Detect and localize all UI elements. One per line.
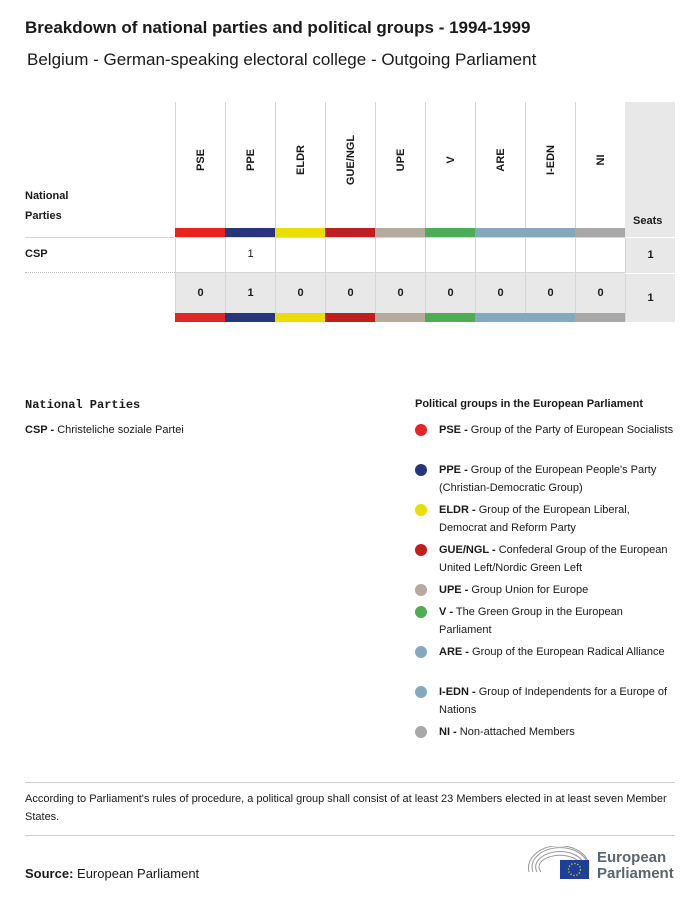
legend-item (415, 541, 675, 577)
group-dot-icon (415, 544, 427, 556)
legend-item (415, 501, 675, 537)
group-color-bar (525, 313, 575, 322)
legend-name: Group of the Party of European Socialists (470, 424, 674, 436)
national-party-item (25, 424, 184, 436)
group-color-bar (425, 228, 475, 237)
group-code: I-EDN (544, 145, 557, 175)
divider (25, 782, 675, 783)
column-header (325, 102, 375, 228)
column-header (575, 102, 625, 228)
table-cell (575, 237, 625, 272)
group-code: UPE (394, 148, 407, 172)
column-header (525, 102, 575, 228)
european-parliament-logo (527, 846, 674, 885)
divider (25, 835, 675, 836)
footnote: According to Parliament's rules of procedure, a political group shall consist of at least 23 Members elected in at least seven Member States. (25, 793, 667, 823)
total-cell: 0 (175, 273, 225, 313)
party-code: CSP - (25, 424, 55, 436)
group-dot-icon (415, 504, 427, 516)
group-dot-icon (415, 584, 427, 596)
group-color-bar (575, 313, 625, 322)
column-header (225, 102, 275, 228)
legend-code: V - (439, 606, 454, 618)
seats-header: Seats (633, 215, 663, 227)
group-color-bar (375, 228, 425, 237)
column-header (175, 102, 225, 228)
group-color-bar (275, 313, 325, 322)
total-cell: 1 (225, 273, 275, 313)
legend-name: Group of the European Liberal, Democrat and Reform Party (439, 504, 630, 534)
legend-code: I-EDN - (439, 686, 476, 698)
column-header (425, 102, 475, 228)
legend-item (415, 461, 675, 497)
legend-item (415, 723, 675, 741)
legend-name: The Green Group in the European Parliament (439, 606, 623, 636)
group-code: PSE (194, 148, 207, 172)
total-cell: 0 (325, 273, 375, 313)
legend-item (415, 683, 675, 719)
total-cell: 0 (425, 273, 475, 313)
group-code: GUE/NGL (344, 134, 357, 186)
legend-code: PSE - (439, 424, 468, 436)
legend-item (415, 421, 675, 439)
party-name: Christeliche soziale Partei (57, 424, 184, 436)
row-divider (25, 272, 175, 273)
legend-name: Confederal Group of the European United Left/Nordic Green Left (439, 544, 668, 574)
group-color-bar (325, 228, 375, 237)
group-code: ELDR (294, 145, 307, 175)
legend-item (415, 603, 675, 639)
group-code: PPE (244, 148, 257, 172)
chart-subtitle: Belgium - German-speaking electoral college - Outgoing Parliament (27, 50, 537, 69)
legend-name: Group Union for Europe (471, 584, 589, 596)
column-header (475, 102, 525, 228)
group-color-bar (225, 313, 275, 322)
group-color-bar (375, 313, 425, 322)
legend-code: NI - (439, 726, 457, 738)
row-header: National Parties (25, 190, 69, 222)
table-cell (525, 237, 575, 272)
legend-code: UPE - (439, 584, 469, 596)
group-code: ARE (494, 148, 507, 172)
legend-code: GUE/NGL - (439, 544, 496, 556)
group-code: NI (594, 154, 607, 166)
legend-name: Group of the European Radical Alliance (472, 646, 665, 658)
table-cell (275, 237, 325, 272)
total-cell: 0 (275, 273, 325, 313)
table-cell (425, 237, 475, 272)
group-dot-icon (415, 726, 427, 738)
legend-code: ARE - (439, 646, 469, 658)
legend-name: Group of Independents for a Europe of Nations (439, 686, 668, 716)
legend-heading: Political groups in the European Parliament (415, 398, 643, 410)
legend-name: Group of the European People's Party (Christian-Democratic Group) (439, 464, 657, 494)
logo-line1: European (597, 849, 667, 866)
group-color-bar (225, 228, 275, 237)
group-color-bar (175, 228, 225, 237)
group-dot-icon (415, 686, 427, 698)
total-seats-cell: 1 (625, 273, 675, 321)
legend-code: ELDR - (439, 504, 476, 516)
group-dot-icon (415, 424, 427, 436)
legend-item (415, 643, 675, 661)
group-color-bar (175, 313, 225, 322)
total-cell: 0 (575, 273, 625, 313)
source-value: European Parliament (77, 866, 200, 881)
legend-code: PPE - (439, 464, 468, 476)
source-label: Source: (25, 866, 74, 881)
legend-name: Non-attached Members (459, 726, 575, 738)
group-color-bar (275, 228, 325, 237)
column-header (275, 102, 325, 228)
group-color-bar (425, 313, 475, 322)
national-parties-heading: National Parties (25, 398, 141, 412)
source (25, 866, 199, 881)
table-cell (175, 237, 225, 272)
column-header (375, 102, 425, 228)
group-dot-icon (415, 606, 427, 618)
party-label: CSP (25, 248, 48, 260)
total-cell: 0 (525, 273, 575, 313)
group-code: V (444, 156, 457, 164)
legend-item (415, 581, 675, 599)
group-color-bar (475, 313, 525, 322)
total-cell: 0 (375, 273, 425, 313)
group-color-bar (325, 313, 375, 322)
hemicycle-icon (527, 846, 591, 880)
chart-title: Breakdown of national parties and political groups - 1994-1999 (25, 18, 531, 37)
total-cell: 0 (475, 273, 525, 313)
group-dot-icon (415, 464, 427, 476)
group-color-bar (475, 228, 525, 237)
group-color-bar (575, 228, 625, 237)
table-cell (325, 237, 375, 272)
table-cell (475, 237, 525, 272)
group-color-bar (525, 228, 575, 237)
logo-line2: Parliament (597, 865, 674, 882)
table-cell: 1 (225, 237, 275, 272)
table-cell (375, 237, 425, 272)
seats-cell: 1 (625, 237, 675, 272)
group-dot-icon (415, 646, 427, 658)
